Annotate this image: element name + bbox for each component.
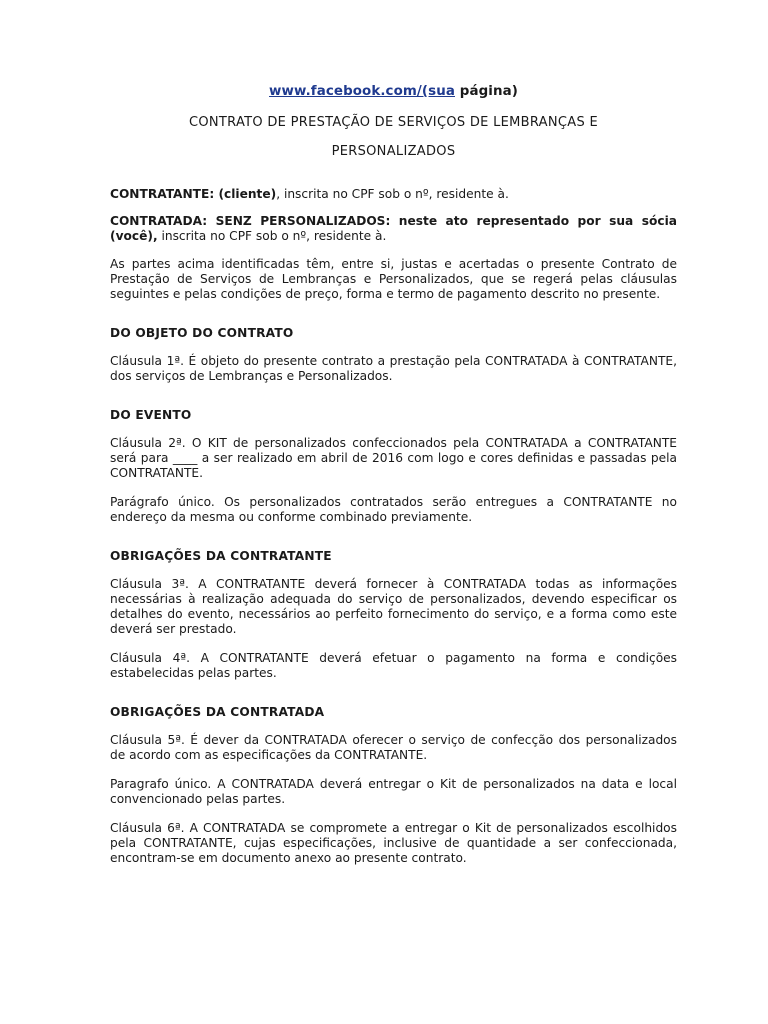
header-line [110,84,677,99]
contratante-text: , inscrita no CPF sob o nº, residente à. [276,187,509,201]
paragrafo-unico-entrega: Paragrafo único. A CONTRATADA deverá entregar o Kit de personalizados na data e local convencionado pelas partes. [110,777,677,806]
clause-3: Cláusula 3ª. A CONTRATANTE deverá fornecer à CONTRATADA todas as informações necessárias à realização adequada do serviço de personalizados, devendo especificar os detalhes do evento, necessários ao perfeito fornecimento do serviço, e a forma como este deverá ser prestado. [110,577,677,636]
facebook-link[interactable]: www.facebook.com/(sua [269,84,455,99]
contratada-label: CONTRATADA: SENZ PERSONALIZADOS: neste ato representado por sua sócia (você), [110,214,677,243]
contract-title-line-1: CONTRATO DE PRESTAÇÃO DE SERVIÇOS DE LEMBRANÇAS E [189,115,598,130]
intro-paragraph: As partes acima identificadas têm, entre si, justas e acertadas o presente Contrato de Prestação de Serviços de Lembranças e Personalizados, que se regerá pelas cláusulas seguintes e pelas condições de preço, forma e termo de pagamento descrito no presente. [110,257,677,301]
clause-1: Cláusula 1ª. É objeto do presente contrato a prestação pela CONTRATADA à CONTRATANTE, dos serviços de Lembranças e Personalizados. [110,354,677,383]
section-heading-obrigacoes-contratante: OBRIGAÇÕES DA CONTRATANTE [110,549,332,563]
section-heading-obrigacoes-contratada: OBRIGAÇÕES DA CONTRATADA [110,705,325,719]
header-link-suffix: página) [455,84,518,99]
clause-6: Cláusula 6ª. A CONTRATADA se compromete a entregar o Kit de personalizados escolhidos pela CONTRATANTE, cujas especificações, inclusive de quantidade a ser confeccionada, encontram-se em documento anexo ao presente contrato. [110,821,677,865]
clause-4: Cláusula 4ª. A CONTRATANTE deverá efetuar o pagamento na forma e condições estabelecidas pelas partes. [110,651,677,680]
contratada-text: inscrita no CPF sob o nº, residente à. [157,229,387,243]
paragrafo-unico-evento: Parágrafo único. Os personalizados contratados serão entregues a CONTRATANTE no endereço da mesma ou conforme combinado previamente. [110,495,677,524]
clause-2: Cláusula 2ª. O KIT de personalizados confeccionados pela CONTRATADA a CONTRATANTE será para ____ a ser realizado em abril de 2016 com logo e cores definidas e passadas pela CONTRATANTE. [110,436,677,480]
section-heading-evento: DO EVENTO [110,408,192,422]
clause-5: Cláusula 5ª. É dever da CONTRATADA oferecer o serviço de confecção dos personalizados de acordo com as especificações da CONTRATANTE. [110,733,677,762]
contratante-paragraph [110,187,677,202]
contratante-label: CONTRATANTE: (cliente) [110,187,277,201]
contratada-paragraph [110,214,677,244]
contract-title-line-2: PERSONALIZADOS [331,144,456,159]
section-heading-objeto: DO OBJETO DO CONTRATO [110,326,294,340]
